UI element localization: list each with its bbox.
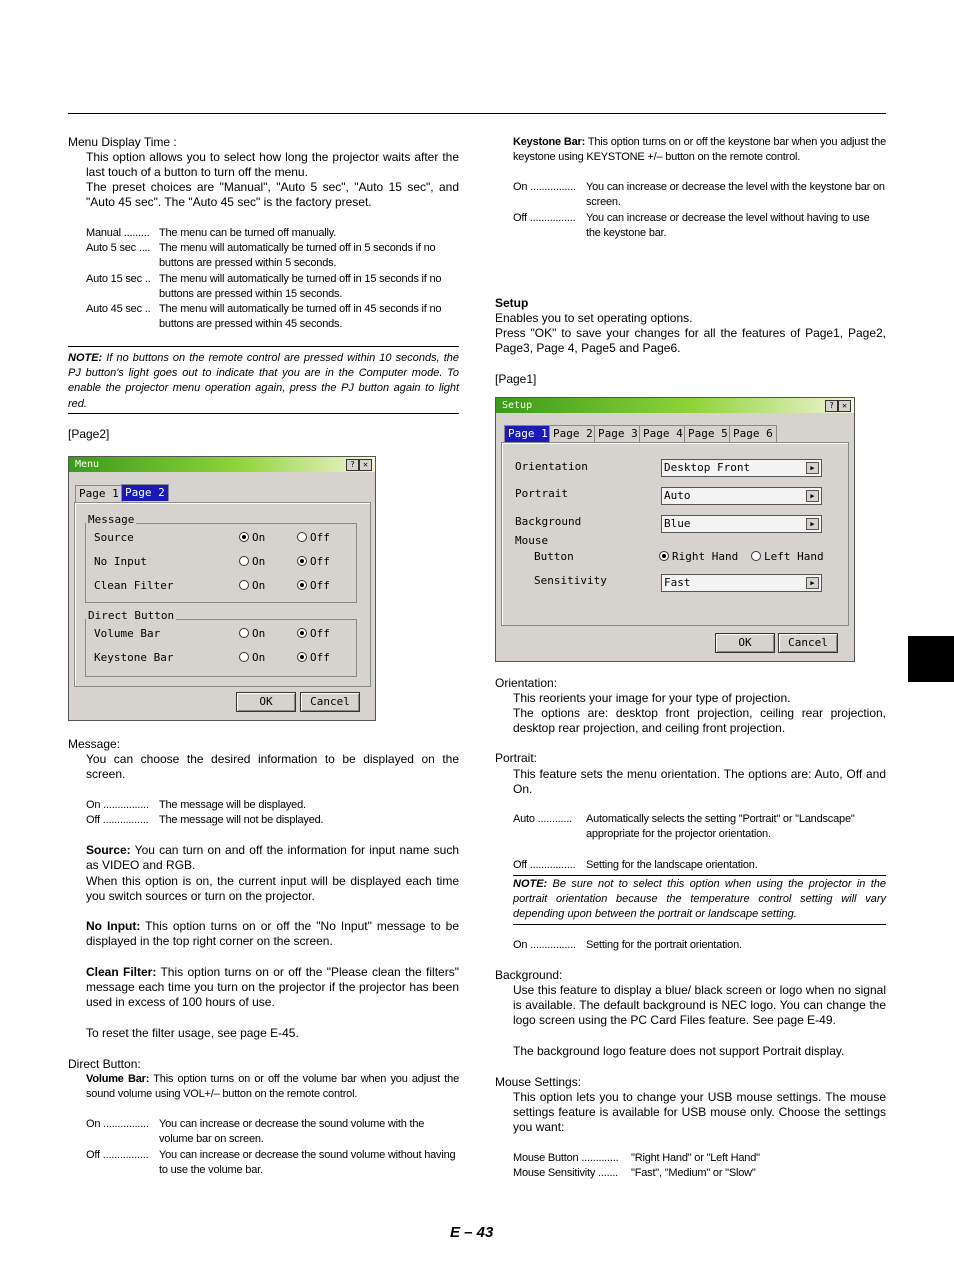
sensitivity-value: Fast bbox=[664, 576, 691, 589]
mouse-label: Mouse bbox=[515, 534, 549, 547]
setup-dialog-title: Setup bbox=[502, 400, 533, 411]
radio-label: On bbox=[252, 555, 266, 568]
orientation-p2: The options are: desktop front projection, ceiling rear projection, desktop rear projection, and ceiling front projection. bbox=[513, 706, 886, 736]
page1-label: [Page1] bbox=[495, 372, 537, 386]
setup-title-bar bbox=[496, 398, 854, 413]
radio-icon bbox=[297, 652, 307, 662]
note-rule bbox=[513, 875, 886, 876]
note-label: NOTE: bbox=[68, 352, 103, 364]
option-desc: The menu will automatically be turned off in 15 seconds if no buttons are pressed within 15 seconds. bbox=[159, 273, 442, 300]
tab-page-2[interactable]: Page 2 bbox=[549, 425, 597, 442]
portrait-note bbox=[513, 877, 886, 923]
clean-filter-text: This option turns on or off the "Please clean the filters" message each time you turn on the projector if the projector has been used in excess of 100 hours of use. bbox=[86, 965, 459, 1010]
clean-filter-paragraph bbox=[86, 965, 459, 1011]
message-group-title: Message bbox=[88, 513, 135, 526]
clean-filter-off-radio[interactable] bbox=[297, 579, 330, 592]
radio-icon bbox=[239, 652, 249, 662]
radio-icon bbox=[751, 551, 761, 561]
dropdown-arrow-icon: ▶ bbox=[806, 577, 819, 589]
cancel-button[interactable]: Cancel bbox=[300, 692, 360, 712]
option-term: Off ................ bbox=[86, 1149, 149, 1161]
orientation-select[interactable] bbox=[661, 459, 822, 477]
radio-icon bbox=[659, 551, 669, 561]
message-heading: Message: bbox=[68, 737, 121, 751]
message-p1: You can choose the desired information to be displayed on the screen. bbox=[86, 752, 459, 782]
option-term: Off ................ bbox=[513, 212, 576, 224]
direct-button-group-title: Direct Button bbox=[88, 609, 175, 622]
mouse-item-desc: "Right Hand" or "Left Hand" bbox=[631, 1152, 760, 1164]
ok-button[interactable]: OK bbox=[715, 633, 775, 653]
note-rule-bottom bbox=[68, 413, 459, 414]
option-desc: The menu will automatically be turned off in 5 seconds if no buttons are pressed within 5 seconds. bbox=[159, 242, 436, 269]
radio-label: Off bbox=[310, 651, 330, 664]
help-icon[interactable]: ? bbox=[346, 459, 359, 471]
no-input-on-radio[interactable] bbox=[239, 555, 265, 568]
no-input-paragraph bbox=[86, 919, 459, 949]
radio-icon bbox=[239, 628, 249, 638]
orientation-heading: Orientation: bbox=[495, 676, 558, 690]
radio-label: On bbox=[252, 579, 266, 592]
radio-icon bbox=[297, 556, 307, 566]
tab-page-6[interactable]: Page 6 bbox=[729, 425, 777, 442]
section-tab-marker bbox=[908, 636, 954, 682]
cancel-button[interactable]: Cancel bbox=[778, 633, 838, 653]
keystone-bar-term: Keystone Bar: bbox=[513, 136, 586, 148]
option-desc: You can increase or decrease the sound volume without having to use the volume bar. bbox=[159, 1149, 456, 1176]
help-icon[interactable]: ? bbox=[825, 400, 838, 412]
keystone-bar-paragraph bbox=[513, 135, 886, 165]
radio-label: Off bbox=[310, 531, 330, 544]
note-text: If no buttons on the remote control are pressed within 10 seconds, the PJ button's light goes out to indicate that you are in the Computer mode. To enable the projector menu operation again, press the PJ button again to light red. bbox=[68, 352, 459, 410]
volume-bar-term: Volume Bar: bbox=[86, 1073, 150, 1085]
option-term: On ................ bbox=[86, 799, 149, 811]
page2-label: [Page2] bbox=[68, 427, 110, 441]
setup-heading: Setup bbox=[495, 296, 529, 310]
sensitivity-label: Sensitivity bbox=[534, 574, 607, 587]
option-term: On ................ bbox=[86, 1118, 149, 1130]
source-text: You can turn on and off the information for input name such as VIDEO and RGB. bbox=[86, 843, 459, 873]
close-icon[interactable]: ✕ bbox=[359, 459, 372, 471]
tab-page-4[interactable]: Page 4 bbox=[639, 425, 687, 442]
radio-label: Off bbox=[310, 579, 330, 592]
portrait-select[interactable] bbox=[661, 487, 822, 505]
orientation-value: Desktop Front bbox=[664, 461, 751, 474]
menu-title-bar bbox=[69, 457, 375, 472]
setup-p2: Press "OK" to save your changes for all the features of Page1, Page2, Page3, Page 4, Page5 and Page6. bbox=[495, 326, 886, 356]
dropdown-arrow-icon: ▶ bbox=[806, 518, 819, 530]
option-term: Auto 45 sec .. bbox=[86, 303, 151, 315]
option-term: Auto ............ bbox=[513, 813, 572, 825]
clean-filter-label: Clean Filter bbox=[94, 579, 174, 592]
radio-icon bbox=[297, 628, 307, 638]
volume-bar-label: Volume Bar bbox=[94, 627, 161, 640]
volume-bar-paragraph bbox=[86, 1072, 459, 1102]
option-desc: The message will be displayed. bbox=[159, 799, 306, 811]
portrait-label: Portrait bbox=[515, 487, 568, 500]
source-paragraph bbox=[86, 843, 459, 873]
mouse-item-term: Mouse Sensitivity ....... bbox=[513, 1167, 619, 1179]
background-p2: The background logo feature does not support Portrait display. bbox=[513, 1044, 845, 1058]
portrait-heading: Portrait: bbox=[495, 751, 538, 765]
option-desc: You can increase or decrease the sound volume with the volume bar on screen. bbox=[159, 1118, 425, 1145]
radio-icon bbox=[239, 580, 249, 590]
volume-bar-text: This option turns on or off the volume bar when you adjust the sound volume using VOL+/– button on the remote control. bbox=[86, 1073, 459, 1100]
note-text: Be sure not to select this option when using the projector in the portrait orientation because the temperature control setting will vary depending upon between the portrait or landscape setting. bbox=[513, 878, 886, 921]
tab-page-5[interactable]: Page 5 bbox=[684, 425, 732, 442]
option-term: Off ................ bbox=[86, 814, 149, 826]
option-desc: Setting for the portrait orientation. bbox=[586, 939, 742, 951]
no-input-term: No Input: bbox=[86, 919, 141, 933]
radio-label: On bbox=[252, 627, 266, 640]
tab-page-1[interactable]: Page 1 bbox=[504, 425, 552, 442]
keystone-bar-text: This option turns on or off the keystone bar when you adjust the keystone using KEYSTONE +/– button on the remote control. bbox=[513, 136, 886, 163]
radio-label: Off bbox=[310, 627, 330, 640]
note-rule bbox=[68, 346, 459, 347]
radio-label: Right Hand bbox=[672, 550, 739, 563]
tab-page-2[interactable]: Page 2 bbox=[121, 484, 169, 501]
source-off-radio[interactable] bbox=[297, 531, 330, 544]
source-term: Source: bbox=[86, 843, 131, 857]
menu-display-time-heading: Menu Display Time : bbox=[68, 135, 177, 149]
mouse-settings-heading: Mouse Settings: bbox=[495, 1075, 582, 1089]
option-term: On ................ bbox=[513, 939, 576, 951]
note-rule-bottom bbox=[513, 924, 886, 925]
tab-page-1[interactable]: Page 1 bbox=[75, 485, 123, 502]
right-hand-radio[interactable] bbox=[659, 550, 738, 563]
mouse-button-label: Button bbox=[534, 550, 574, 563]
keystone-bar-label: Keystone Bar bbox=[94, 651, 174, 664]
portrait-value: Auto bbox=[664, 489, 691, 502]
volume-bar-off-radio[interactable] bbox=[297, 627, 330, 640]
background-select[interactable] bbox=[661, 515, 822, 533]
option-term: Manual ......... bbox=[86, 227, 150, 239]
dropdown-arrow-icon: ▶ bbox=[806, 462, 819, 474]
keystone-bar-off-radio[interactable] bbox=[297, 651, 330, 664]
note-label: NOTE: bbox=[513, 878, 548, 890]
radio-label: Off bbox=[310, 555, 330, 568]
option-desc: You can increase or decrease the level without having to use the keystone bar. bbox=[586, 212, 870, 239]
keystone-bar-on-radio[interactable] bbox=[239, 651, 265, 664]
radio-icon bbox=[297, 532, 307, 542]
background-label: Background bbox=[515, 515, 582, 528]
background-value: Blue bbox=[664, 517, 691, 530]
menu-dialog bbox=[68, 456, 376, 721]
left-hand-radio[interactable] bbox=[751, 550, 824, 563]
option-desc: The message will not be displayed. bbox=[159, 814, 324, 826]
sensitivity-select[interactable] bbox=[661, 574, 822, 592]
setup-p1: Enables you to set operating options. bbox=[495, 311, 693, 325]
menu-display-time-p2: The preset choices are "Manual", "Auto 5 sec", "Auto 15 sec", and "Auto 45 sec". The "Auto 45 sec" is the factory preset. bbox=[86, 180, 459, 210]
radio-label: On bbox=[252, 651, 266, 664]
mouse-item-term: Mouse Button ............. bbox=[513, 1152, 619, 1164]
option-term: Off ................ bbox=[513, 859, 576, 871]
source-on-radio[interactable] bbox=[239, 531, 265, 544]
dropdown-arrow-icon: ▶ bbox=[806, 490, 819, 502]
top-rule bbox=[68, 113, 886, 114]
orientation-p1: This reorients your image for your type of projection. bbox=[513, 691, 791, 705]
menu-dialog-title: Menu bbox=[75, 459, 100, 470]
note-block bbox=[68, 351, 459, 412]
page-number: E – 43 bbox=[450, 1224, 494, 1241]
background-heading: Background: bbox=[495, 968, 563, 982]
radio-label: Left Hand bbox=[764, 550, 824, 563]
mouse-item-desc: "Fast", "Medium" or "Slow" bbox=[631, 1167, 756, 1179]
source-p2: When this option is on, the current input will be displayed each time you switch sources or turn on the projector. bbox=[86, 874, 459, 904]
ok-button[interactable]: OK bbox=[236, 692, 296, 712]
radio-icon bbox=[297, 580, 307, 590]
option-desc: Setting for the landscape orientation. bbox=[586, 859, 758, 871]
portrait-p1: This feature sets the menu orientation. The options are: Auto, Off and On. bbox=[513, 767, 886, 797]
option-desc: The menu will automatically be turned off in 45 seconds if no buttons are pressed within 45 seconds. bbox=[159, 303, 442, 330]
no-input-off-radio[interactable] bbox=[297, 555, 330, 568]
option-term: Auto 5 sec .... bbox=[86, 242, 151, 254]
source-label: Source bbox=[94, 531, 134, 544]
tab-page-3[interactable]: Page 3 bbox=[594, 425, 642, 442]
option-desc: Automatically selects the setting "Portrait" or "Landscape" appropriate for the projector orientation. bbox=[586, 813, 855, 840]
radio-icon bbox=[239, 532, 249, 542]
option-term: On ................ bbox=[513, 181, 576, 193]
menu-display-time-p1: This option allows you to select how long the projector waits after the last touch of a button to turn off the menu. bbox=[86, 150, 459, 180]
radio-label: On bbox=[252, 531, 266, 544]
no-input-label: No Input bbox=[94, 555, 147, 568]
close-icon[interactable]: ✕ bbox=[838, 400, 851, 412]
option-term: Auto 15 sec .. bbox=[86, 273, 151, 285]
clean-filter-on-radio[interactable] bbox=[239, 579, 265, 592]
direct-button-heading: Direct Button: bbox=[68, 1057, 141, 1071]
mouse-settings-p1: This option lets you to change your USB mouse settings. The mouse settings feature is available for USB mouse only. Choose the settings you want: bbox=[513, 1090, 886, 1135]
clean-filter-term: Clean Filter: bbox=[86, 965, 157, 979]
radio-icon bbox=[239, 556, 249, 566]
reset-filter-text: To reset the filter usage, see page E-45. bbox=[86, 1026, 299, 1040]
background-p1: Use this feature to display a blue/ black screen or logo when no signal is available. The default background is NEC logo. You can change the logo screen using the PC Card Files feature. See page E-49. bbox=[513, 983, 886, 1028]
option-desc: The menu can be turned off manually. bbox=[159, 227, 337, 239]
orientation-label: Orientation bbox=[515, 460, 588, 473]
option-desc: You can increase or decrease the level with the keystone bar on screen. bbox=[586, 181, 885, 208]
no-input-text: This option turns on or off the "No Input" message to be displayed in the top right corner on the screen. bbox=[86, 919, 459, 949]
volume-bar-on-radio[interactable] bbox=[239, 627, 265, 640]
setup-dialog bbox=[495, 397, 855, 662]
